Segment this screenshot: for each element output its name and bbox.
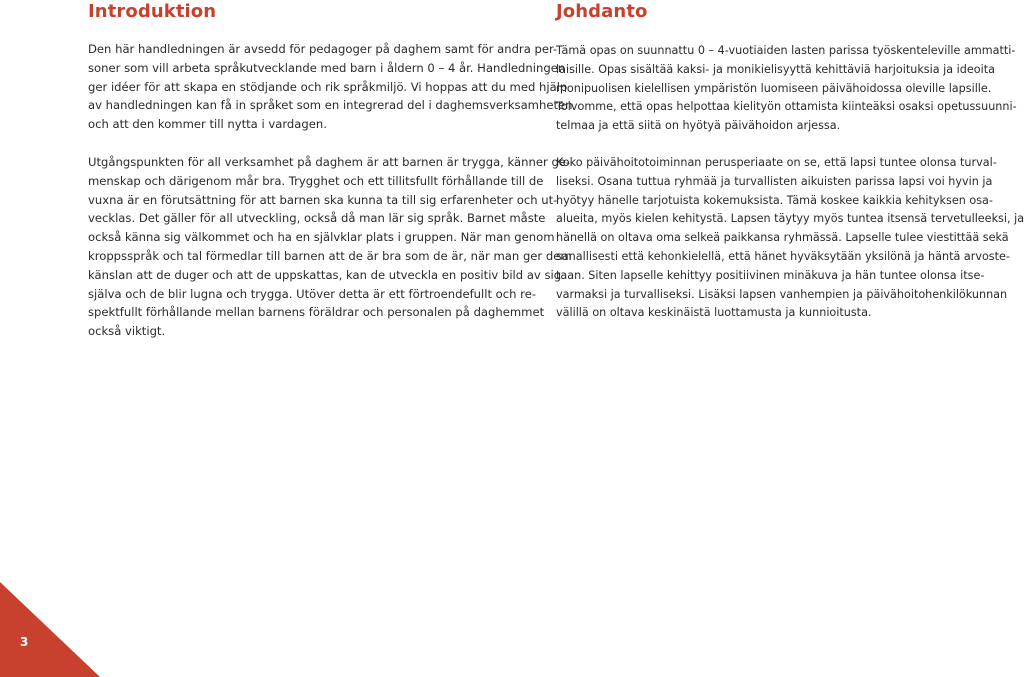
corner-triangle-shape <box>0 582 100 677</box>
text-line: kroppsspråk och tal förmedlar till barnen att de är bra som de är, när man ger dem <box>88 248 572 263</box>
swedish-paragraph-1 <box>88 40 573 134</box>
text-line: också viktigt. <box>88 324 166 339</box>
swedish-heading: Introduktion <box>88 1 217 22</box>
text-line: och att den kommer till nytta i vardagen. <box>88 117 327 132</box>
text-line: varmaksi ja turvalliseksi. Lisäksi lapsen vanhempien ja päivähoitohenkilökunnan <box>556 287 1008 301</box>
text-line: hänellä on oltava oma selkeä paikkansa ryhmässä. Lapselle tulee viestittää sekä <box>556 231 1009 245</box>
text-line: monipuolisen kielellisen ympäristön luomiseen päivähoidossa oleville lapsille. <box>556 81 992 95</box>
finnish-paragraph-2 <box>556 154 1024 323</box>
text-line: välillä on oltava keskinäistä luottamusta ja kunnioitusta. <box>556 306 872 320</box>
text-line: själva och de blir lugna och trygga. Utöver detta är ett förtroendefullt och re- <box>88 286 537 301</box>
text-line: Den här handledningen är avsedd för pedagoger på daghem samt för andra per- <box>88 42 558 56</box>
text-line: också känna sig välkommet och ha en självklar plats i gruppen. När man genom <box>88 230 555 245</box>
text-line: Tämä opas on suunnattu 0 – 4-vuotiaiden lasten parissa työskenteleville ammatti- <box>556 44 1016 57</box>
text-line: taan. Siten lapselle kehittyy positiivinen minäkuva ja hän tuntee olonsa itse- <box>556 268 985 282</box>
text-line: av handledningen kan få in språket som en integrerad del i daghemsverksamheten <box>88 98 573 113</box>
swedish-paragraph-2 <box>88 153 572 341</box>
finnish-heading: Johdanto <box>556 1 648 22</box>
text-line: hyötyy hänelle tarjotuista kokemuksista. Tämä koskee kaikkia kehityksen osa- <box>556 193 993 207</box>
text-line: liseksi. Osana tuttua ryhmää ja turvallisten aikuisten parissa lapsi voi hyvin ja <box>556 174 993 188</box>
text-line: känslan att de duger och att de uppskattas, kan de utveckla en positiv bild av sig <box>88 267 562 282</box>
text-line: menskap och därigenom mår bra. Trygghet och ett tillitsfullt förhållande till de <box>88 173 544 188</box>
text-line: laisille. Opas sisältää kaksi- ja monikielisyyttä kehittäviä harjoituksia ja ideoita <box>556 62 995 76</box>
text-line: Toivomme, että opas helpottaa kielityön ottamista kiinteäksi osaksi opetussuunni- <box>556 100 1017 114</box>
text-line: spektfullt förhållande mellan barnens föräldrar och personalen på daghemmet <box>88 305 545 320</box>
page-number: 3 <box>20 635 29 649</box>
text-line: sanallisesti että kehonkielellä, että hänet hyväksytään yksilönä ja häntä arvoste- <box>556 249 1010 263</box>
text-line: Koko päivähoitotoiminnan perusperiaate on se, että lapsi tuntee olonsa turval- <box>556 156 997 169</box>
text-line: soner som vill arbeta språkutvecklande med barn i åldern 0 – 4 år. Handledningen <box>88 60 566 75</box>
text-line: ger idéer för att skapa en stödjande och rik språkmiljö. Vi hoppas att du med hjälp <box>88 79 568 94</box>
text-line: vecklas. Det gäller för all utveckling, också då man lär sig språk. Barnet måste <box>88 211 546 226</box>
text-line: telmaa ja että siitä on hyötyä päivähoidon arjessa. <box>556 119 841 133</box>
text-line: vuxna är en förutsättning för att barnen ska kunna ta till sig erfarenheter och ut- <box>88 192 558 207</box>
text-line: alueita, myös kielen kehitystä. Lapsen täytyy myös tuntea itsensä tervetulleeksi, ja <box>556 212 1024 226</box>
page-corner-triangle <box>0 582 100 677</box>
text-line: Utgångspunkten för all verksamhet på daghem är att barnen är trygga, känner ge- <box>88 155 571 169</box>
finnish-paragraph-1 <box>556 42 1017 136</box>
